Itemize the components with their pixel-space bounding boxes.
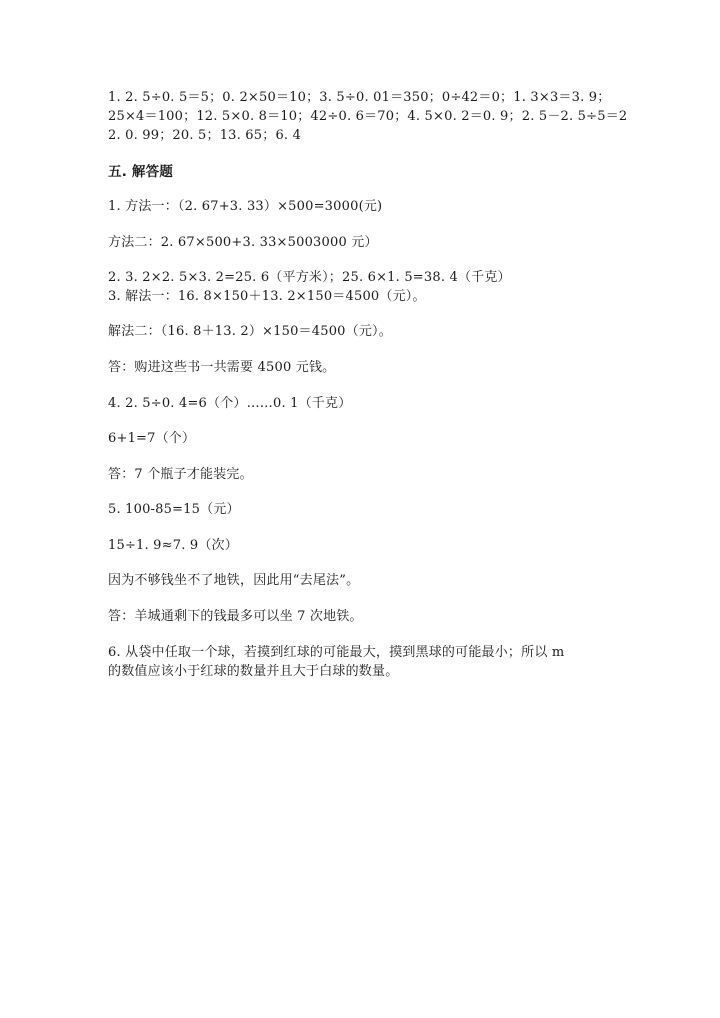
calc-answers-line-2: 25×4＝100；12. 5×0. 8＝10；42÷0. 6＝70；4. 5×0. 2＝0. 9；2. 5－2. 5÷5＝2 xyxy=(108,109,628,124)
q4-conclusion: 答：7 个瓶子才能装完。 xyxy=(108,467,253,482)
q5-step-2: 15÷1. 9≈7. 9（次） xyxy=(108,538,238,553)
q2-answer: 2. 3. 2×2. 5×3. 2=25. 6（平方米）；25. 6×1. 5=38. 4（千克） xyxy=(108,270,511,285)
q6-line-1: 6. 从袋中任取一个球，若摸到红球的可能最大，摸到黑球的可能最小；所以 m xyxy=(108,645,565,660)
q3-conclusion: 答：购进这些书一共需要 4500 元钱。 xyxy=(108,360,336,375)
q3-method-2: 解法二：（16. 8＋13. 2）×150＝4500（元）。 xyxy=(108,324,392,339)
q3-method-1: 3. 解法一：16. 8×150＋13. 2×150＝4500（元）。 xyxy=(108,289,426,304)
q4-step-2: 6+1=7（个） xyxy=(108,431,196,446)
section-heading: 五. 解答题 xyxy=(108,164,174,180)
q1-method-1: 1. 方法一：（2. 67+3. 33）×500=3000(元) xyxy=(108,199,383,214)
q4-step-1: 4. 2. 5÷0. 4=6（个）……0. 1（千克） xyxy=(108,396,352,411)
q1-method-2: 方法二：2. 67×500+3. 33×5003000 元） xyxy=(108,235,378,250)
calc-answers-line-3: 2. 0. 99；20. 5；13. 65；6. 4 xyxy=(108,128,302,143)
q5-reason: 因为不够钱坐不了地铁，因此用“去尾法”。 xyxy=(108,573,360,588)
q5-conclusion: 答：羊城通剩下的钱最多可以坐 7 次地铁。 xyxy=(108,609,363,624)
q5-step-1: 5. 100-85=15（元） xyxy=(108,502,240,517)
q6-line-2: 的数值应该小于红球的数量并且大于白球的数量。 xyxy=(108,664,399,679)
calc-answers-line-1: 1. 2. 5÷0. 5＝5；0. 2×50＝10；3. 5÷0. 01＝350；0÷42＝0；1. 3×3＝3. 9； xyxy=(108,90,611,105)
